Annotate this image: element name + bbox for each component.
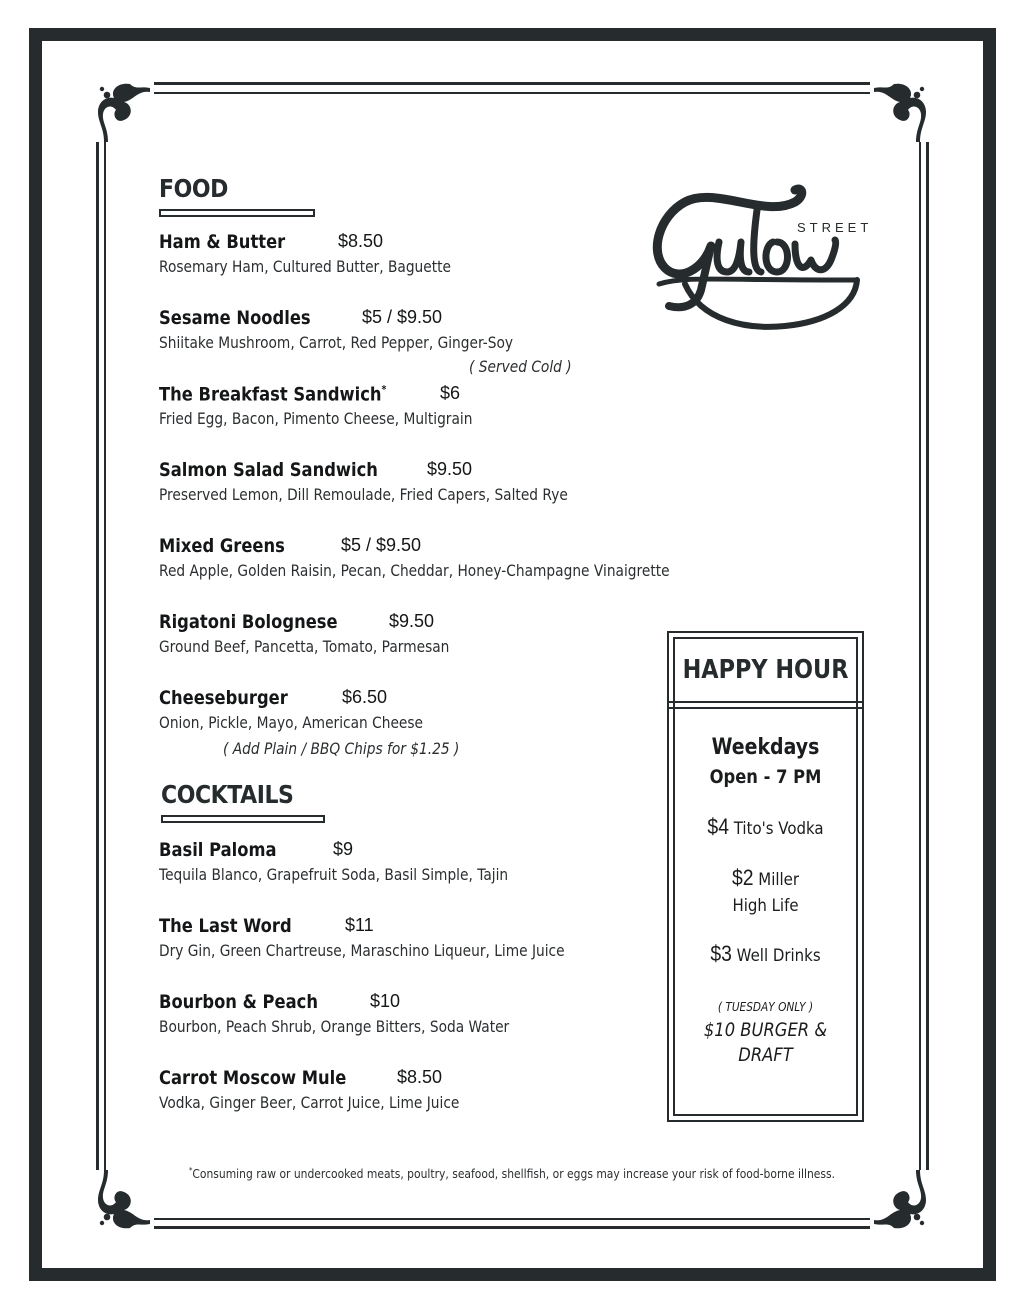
happy-hour-divider xyxy=(667,707,864,709)
deal-amount: $3 xyxy=(710,941,732,966)
item-description: Rosemary Ham, Cultured Butter, Baguette xyxy=(159,257,452,276)
tuesday-special: $10 BURGER & DRAFT xyxy=(703,1019,828,1066)
happy-hour-days: Weekdays xyxy=(711,735,820,760)
happy-hour-divider xyxy=(667,701,864,703)
item-description: Fried Egg, Bacon, Pimento Cheese, Multigrain xyxy=(159,409,473,428)
item-price: $5 / $9.50 xyxy=(362,307,443,327)
item-description: Red Apple, Golden Raisin, Pecan, Cheddar, Honey-Champagne Vinaigrette xyxy=(159,561,670,580)
cocktails-section-title: COCKTAILS xyxy=(161,780,294,809)
item-description: Tequila Blanco, Grapefruit Soda, Basil Simple, Tajin xyxy=(159,865,509,884)
item-name: Mixed Greens xyxy=(159,535,285,557)
item-price: $9 xyxy=(333,839,354,859)
item-name-text: The Breakfast Sandwich xyxy=(159,383,382,406)
item-description: Bourbon, Peach Shrub, Orange Bitters, Soda Water xyxy=(159,1017,510,1036)
item-price: $9.50 xyxy=(427,459,473,479)
happy-hour-deal xyxy=(679,941,852,969)
deal-label: Tito's Vodka xyxy=(733,819,824,839)
item-name xyxy=(159,383,386,405)
raw-food-marker: * xyxy=(381,383,387,396)
item-name: Carrot Moscow Mule xyxy=(159,1067,347,1089)
item-price: $9.50 xyxy=(389,611,435,631)
item-name: The Last Word xyxy=(159,915,292,937)
happy-hour-deal xyxy=(679,814,852,842)
footnote-text: Consuming raw or undercooked meats, poultry, seafood, shellfish, or eggs may increase your risk of food-borne illness. xyxy=(192,1166,836,1182)
item-description: Vodka, Ginger Beer, Carrot Juice, Lime Juice xyxy=(159,1093,460,1112)
happy-hour-deal xyxy=(679,865,852,919)
item-price: $8.50 xyxy=(338,231,384,251)
deal-amount: $4 xyxy=(707,814,729,839)
food-safety-footnote xyxy=(72,1166,953,1181)
deal-amount: $2 xyxy=(731,865,754,890)
item-name: Basil Paloma xyxy=(159,839,277,861)
item-price: $10 xyxy=(370,991,401,1011)
item-price: $6 xyxy=(440,383,461,403)
deal-label-line2: High Life xyxy=(732,896,799,916)
corner-flourish-icon xyxy=(870,78,934,142)
item-name: Salmon Salad Sandwich xyxy=(159,459,378,481)
item-description: Onion, Pickle, Mayo, American Cheese xyxy=(159,713,424,732)
deal-label: Miller xyxy=(758,870,800,890)
item-price: $6.50 xyxy=(342,687,388,707)
item-price: $11 xyxy=(345,915,374,935)
item-price: $5 / $9.50 xyxy=(341,535,422,555)
item-name: Sesame Noodles xyxy=(159,307,311,329)
corner-flourish-icon xyxy=(90,78,154,142)
item-name: Cheeseburger xyxy=(159,687,288,709)
item-note: ( Add Plain / BBQ Chips for $1.25 ) xyxy=(223,739,460,758)
food-section-rule xyxy=(159,209,315,217)
item-description: Preserved Lemon, Dill Remoulade, Fried Capers, Salted Rye xyxy=(159,485,568,504)
happy-hour-title: HAPPY HOUR xyxy=(682,655,849,685)
gulow-street-logo xyxy=(645,180,875,335)
logo-subtitle: STREET xyxy=(797,220,873,235)
item-name: Ham & Butter xyxy=(159,231,286,253)
footnote-marker: * xyxy=(188,1166,193,1175)
happy-hour-hours: Open - 7 PM xyxy=(709,766,822,788)
item-description: Dry Gin, Green Chartreuse, Maraschino Liqueur, Lime Juice xyxy=(159,941,565,960)
item-note: ( Served Cold ) xyxy=(469,357,572,376)
item-name: Rigatoni Bolognese xyxy=(159,611,338,633)
cocktails-section-rule xyxy=(161,815,325,823)
deal-label: Well Drinks xyxy=(736,946,821,966)
item-description: Ground Beef, Pancetta, Tomato, Parmesan xyxy=(159,637,450,656)
tuesday-only-label: ( TUESDAY ONLY ) xyxy=(717,1000,814,1014)
item-description: Shiitake Mushroom, Carrot, Red Pepper, Ginger-Soy xyxy=(159,333,514,352)
item-name: Bourbon & Peach xyxy=(159,991,318,1013)
food-section-title: FOOD xyxy=(159,174,228,203)
item-price: $8.50 xyxy=(397,1067,443,1087)
